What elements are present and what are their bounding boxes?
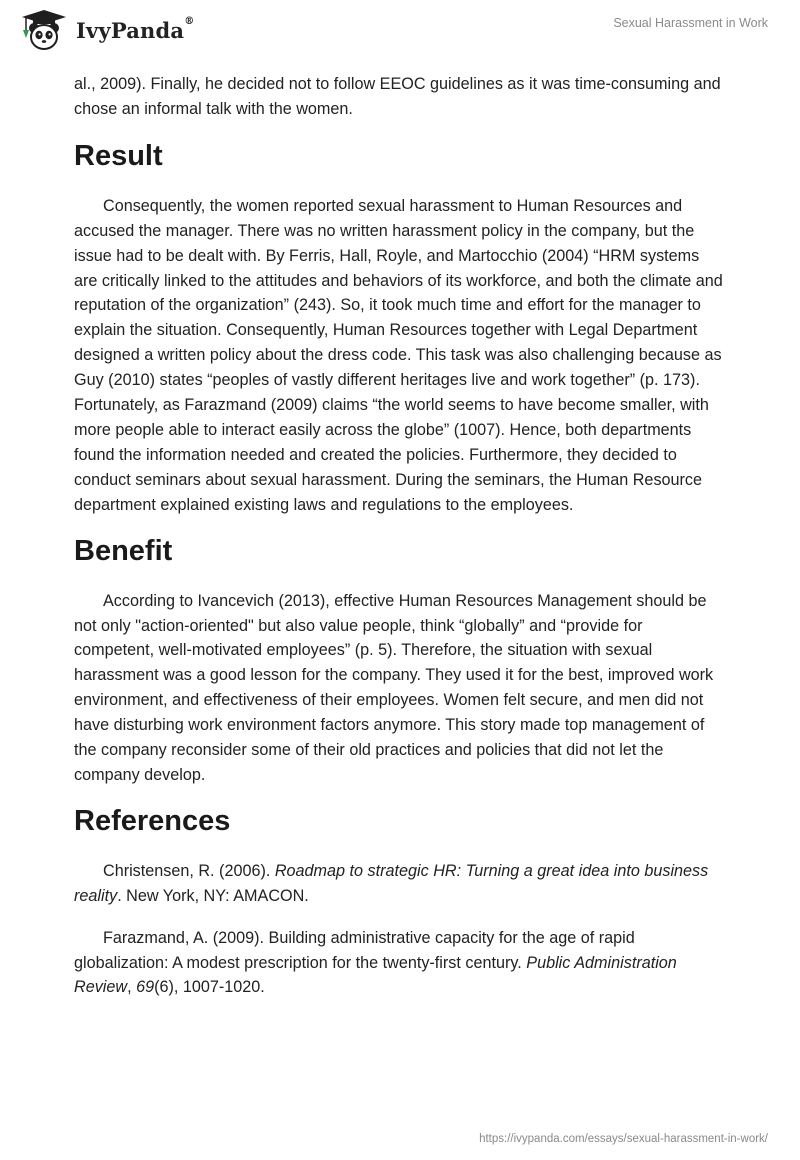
reference-item: Farazmand, A. (2009). Building administrative capacity for the age of rapid globalization: A modest prescription for the twenty-first century. Public Administration Review, 69(6), 1007-1020. bbox=[74, 928, 677, 997]
result-paragraph: Consequently, the women reported sexual harassment to Human Resources and accused the manager. There was no written harassment policy in the company, but the issue had to be dealt with. By Ferris, Hall, Royle, and Martocchio (2004) “HRM systems are critically linked to the attitudes and behaviors of its workforce, and both the climate and reputation of the organization” (243). So, it took much time and effort for the manager to explain the situation. Consequently, Human Resources together with Legal Department designed a written policy about the dress code. This task was also challenging because as Guy (2010) states “peoples of vastly different heritages live and work together” (p. 173). Fortunately, as Farazmand (2009) claims “the world seems to have become smaller, with more people able to interact easily across the globe” (1007). Hence, both departments found the information needed and created the policies. Furthermore, they decided to conduct seminars about sexual harassment. During the seminars, the Human Resource department explained existing laws and regulations to the employees. bbox=[74, 196, 723, 514]
source-url-link[interactable]: https://ivypanda.com/essays/sexual-harassment-in-work/ bbox=[479, 1133, 768, 1145]
panda-logo-icon bbox=[14, 8, 72, 52]
benefit-heading: Benefit bbox=[74, 534, 173, 567]
essay-content bbox=[74, 72, 726, 1000]
reference-item: Christensen, R. (2006). Roadmap to strategic HR: Turning a great idea into business reality. New York, NY: AMACON. bbox=[74, 861, 709, 905]
page-header bbox=[0, 0, 800, 60]
document-title: Sexual Harassment in Work bbox=[613, 16, 768, 30]
references-heading: References bbox=[74, 804, 231, 837]
benefit-paragraph: According to Ivancevich (2013), effective Human Resources Management should be not only "action-oriented" but also value people, think “globally” and “provide for competent, well-motivated employees” (p. 5). Therefore, the situation with sexual harassment was a good lesson for the company. They used it for the best, improved work environment, and effectiveness of their employees. Women felt secure, and men did not have disturbing work environment factors anymore. This story made top management of the company reconsider some of their old practices and policies that did not let the company develop. bbox=[74, 591, 714, 784]
intro-paragraph: al., 2009). Finally, he decided not to follow EEOC guidelines as it was time-consuming and chose an informal talk with the women. bbox=[74, 75, 721, 118]
brand-name: IvyPanda® bbox=[76, 15, 195, 43]
result-heading: Result bbox=[74, 139, 163, 172]
ivypanda-logo[interactable] bbox=[14, 8, 194, 52]
